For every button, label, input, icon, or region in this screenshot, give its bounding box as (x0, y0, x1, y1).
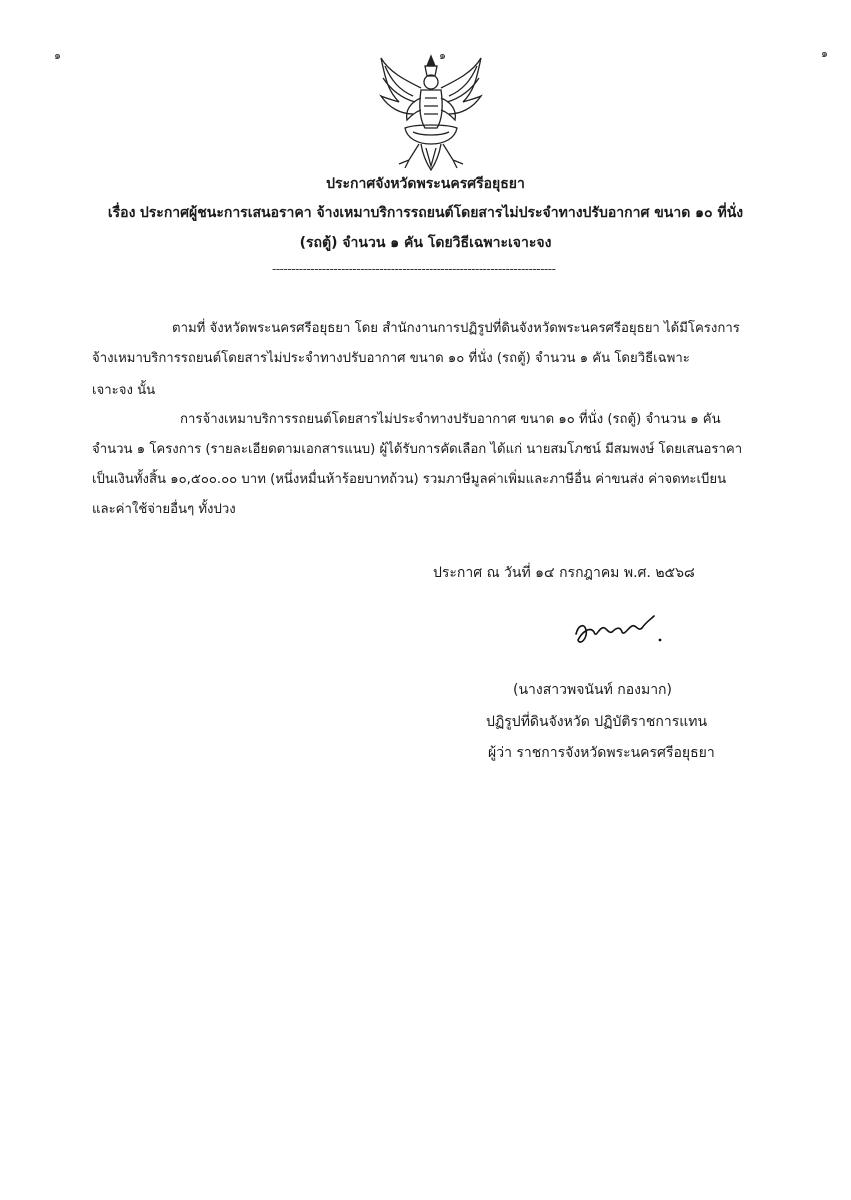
subject-line-2: (รถตู้) จำนวน ๑ คัน โดยวิธีเฉพาะเจาะจง (299, 235, 552, 251)
signer-position-2: ผู้ว่า ราชการจังหวัดพระนครศรีอยุธยา (488, 745, 715, 761)
paragraph-1-line-3: เจาะจง นั้น (92, 383, 156, 398)
announcement-date: ประกาศ ณ วันที่ ๑๔ กรกฎาคม พ.ศ. ๒๕๖๘ (433, 565, 695, 581)
handwritten-signature (568, 612, 668, 652)
subject-line-1 (0, 203, 851, 223)
title-divider: -------------------------------------------------------------------------- (272, 262, 556, 276)
garuda-emblem-icon (375, 52, 487, 174)
corner-mark-right: ๑ (821, 47, 828, 60)
announcement-title: ประกาศจังหวัดพระนครศรีอยุธยา (326, 176, 525, 192)
subject-text-1: ประกาศผู้ชนะการเสนอราคา จ้างเหมาบริการรถยนต์โดยสารไม่ประจำทางปรับอากาศ ขนาด ๑๐ ที่นั่ง (139, 205, 744, 221)
paragraph-2-line-2: จำนวน ๑ โครงการ (รายละเอียดตามเอกสารแนบ) ผู้ได้รับการคัดเลือก ได้แก่ นายสมโภชน์ มีสมพงษ์ โดยเสนอราคา (92, 442, 743, 457)
corner-mark-center: ๑ (439, 49, 446, 62)
paragraph-2-line-4: และค่าใช้จ่ายอื่นๆ ทั้งปวง (92, 502, 236, 517)
paragraph-2-line-3: เป็นเงินทั้งสิ้น ๑๐,๕๐๐.๐๐ บาท (หนึ่งหมื่นห้าร้อยบาทถ้วน) รวมภาษีมูลค่าเพิ่มและภาษีอื่น ค่าขนส่ง ค่าจดทะเบียน (92, 472, 727, 487)
subject-label: เรื่อง (107, 205, 136, 221)
signer-position-1: ปฏิรูปที่ดินจังหวัด ปฏิบัติราชการแทน (486, 714, 708, 730)
paragraph-1-line-1: ตามที่ จังหวัดพระนครศรีอยุธยา โดย สำนักงานการปฏิรูปที่ดินจังหวัดพระนครศรีอยุธยา ได้มีโครงการ (172, 321, 740, 336)
corner-mark-left: ๑ (54, 49, 61, 62)
signer-name: (นางสาวพจนันท์ กองมาก) (513, 682, 672, 698)
paragraph-2-line-1: การจ้างเหมาบริการรถยนต์โดยสารไม่ประจำทางปรับอากาศ ขนาด ๑๐ ที่นั่ง (รถตู้) จำนวน ๑ คัน (180, 412, 721, 427)
paragraph-1-line-2: จ้างเหมาบริการรถยนต์โดยสารไม่ประจำทางปรับอากาศ ขนาด ๑๐ ที่นั่ง (รถตู้) จำนวน ๑ คัน โดยวิธีเฉพาะ (92, 351, 690, 366)
